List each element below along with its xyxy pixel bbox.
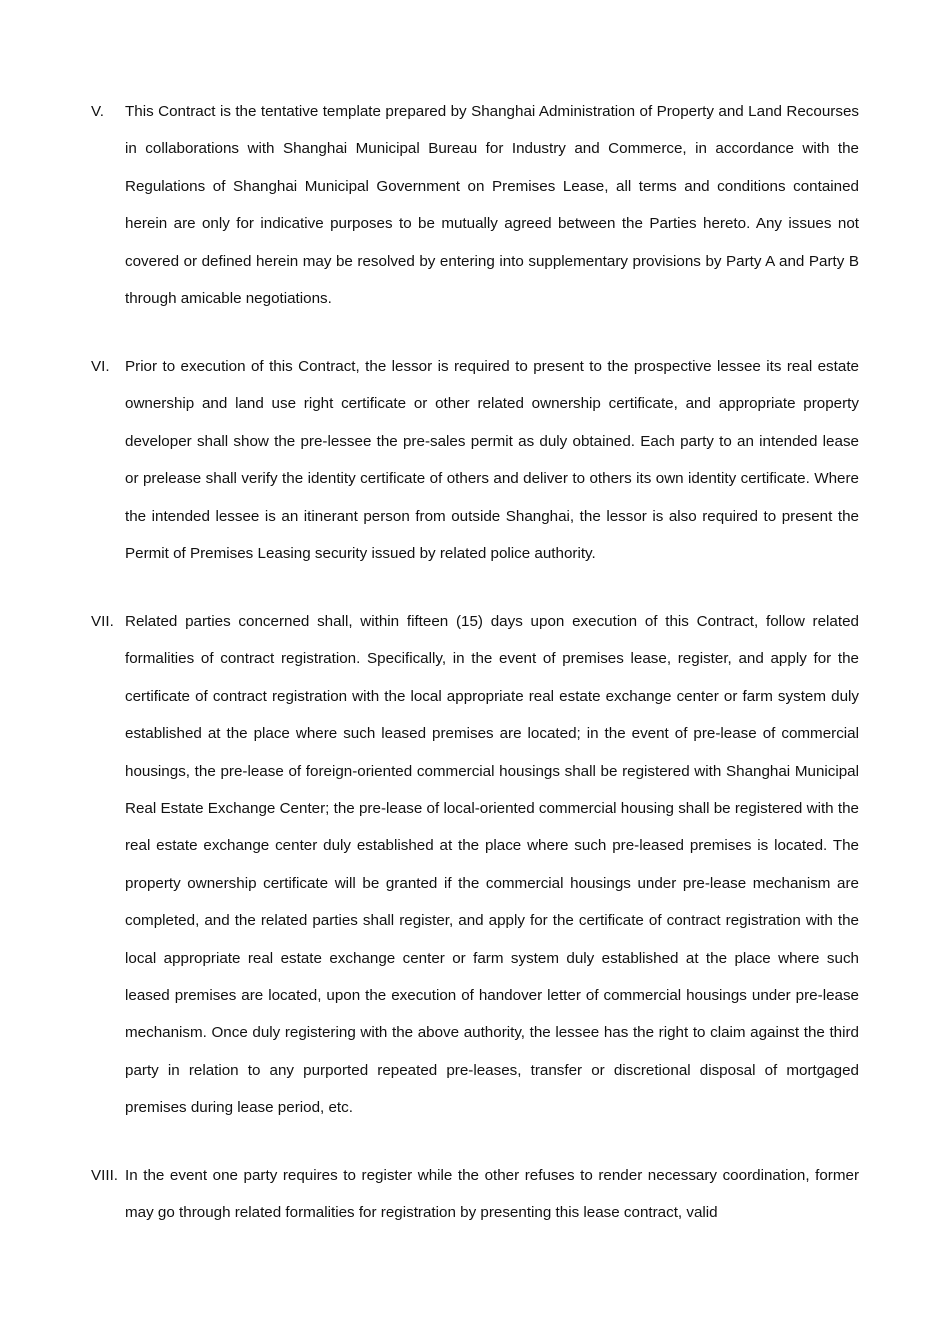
clause-v — [91, 93, 859, 317]
clause-vi — [91, 348, 859, 572]
clause-vii — [91, 603, 859, 1127]
clause-text: Prior to execution of this Contract, the lessor is required to present to the prospective lessee its real estate ownership and land use right certificate or other related ownership certificate, and appropriate property developer shall show the pre-lessee the pre-sales permit as duly obtained. Each party to an intended lease or prelease shall verify the identity certificate of others and deliver to others its own identity certificate. Where the intended lessee is an itinerant person from outside Shanghai, the lessor is also required to present the Permit of Premises Leasing security issued by related police authority. — [125, 358, 859, 563]
clause-number: VI. — [91, 358, 110, 375]
clause-text: Related parties concerned shall, within fifteen (15) days upon execution of this Contract, follow related formalities of contract registration. Specifically, in the event of premises lease, register, and apply for the certificate of contract registration with the local appropriate real estate exchange center or farm system duly established at the place where such leased premises are located; in the event of pre-lease of commercial housings, the pre-lease of foreign-oriented commercial housings shall be registered with Shanghai Municipal Real Estate Exchange Center; the pre-lease of local-oriented commercial housing shall be registered with the real estate exchange center duly established at the place where such pre-leased premises is located. The property ownership certificate will be granted if the commercial housings under pre-lease mechanism are completed, and the related parties shall register, and apply for the certificate of contract registration with the local appropriate real estate exchange center or farm system duly established at the place where such leased premises are located, upon the execution of handover letter of commercial housings under pre-lease mechanism. Once duly registering with the above authority, the lessee has the right to claim against the third party in relation to any purported repeated pre-leases, transfer or discretional disposal of mortgaged premises during lease period, etc. — [125, 613, 859, 1117]
clause-number: V. — [91, 103, 104, 120]
clause-text: In the event one party requires to register while the other refuses to render necessary coordination, former may go through related formalities for registration by presenting this lease contract, valid — [125, 1167, 859, 1222]
clause-viii — [91, 1157, 859, 1232]
clause-text: This Contract is the tentative template prepared by Shanghai Administration of Property and Land Recourses in collaborations with Shanghai Municipal Bureau for Industry and Commerce, in accordance with the Regulations of Shanghai Municipal Government on Premises Lease, all terms and conditions contained herein are only for indicative purposes to be mutually agreed between the Parties hereto. Any issues not covered or defined herein may be resolved by entering into supplementary provisions by Party A and Party B through amicable negotiations. — [125, 103, 859, 308]
clause-number: VIII. — [91, 1167, 119, 1184]
clause-number: VII. — [91, 613, 114, 630]
